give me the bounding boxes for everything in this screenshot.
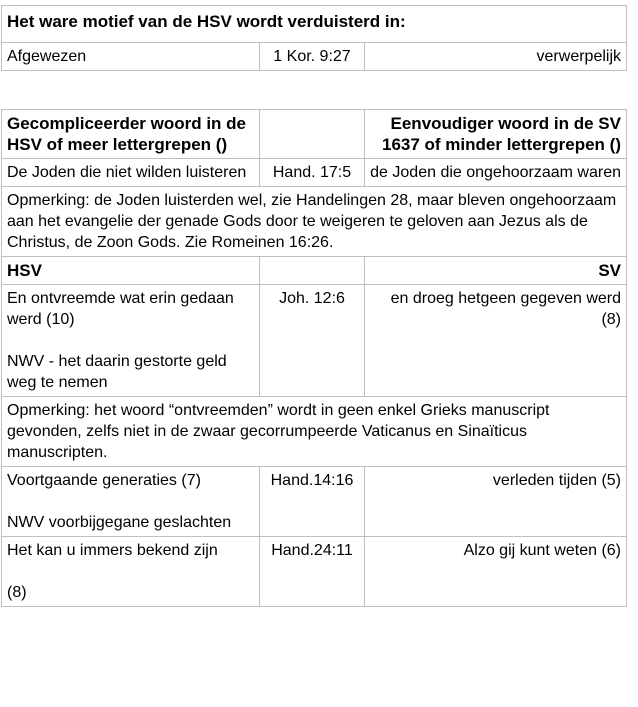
sv-cell: Alzo gij kunt weten (6) (365, 537, 627, 607)
hsv-cell (2, 467, 260, 537)
reference-cell: Hand. 17:5 (260, 159, 365, 187)
table-row (2, 467, 627, 537)
note-row (2, 187, 627, 257)
subheader-hsv-cell: HSV (2, 257, 260, 285)
intro-hsv-cell: Afgewezen (2, 43, 260, 71)
header-hsv-cell: Gecompliceerder woord in de HSV of meer lettergrepen () (2, 110, 260, 159)
reference-cell: Joh. 12:6 (260, 285, 365, 397)
header-reference-cell (260, 110, 365, 159)
subheader-row (2, 257, 627, 285)
subheader-sv-cell: SV (365, 257, 627, 285)
subheader-reference-cell (260, 257, 365, 285)
table-row (2, 159, 627, 187)
reference-cell: Hand.14:16 (260, 467, 365, 537)
note-cell: Opmerking: de Joden luisterden wel, zie Handelingen 28, maar bleven ongehoorzaam aan het evangelie der genade Gods door te weigeren te geloven aan Jezus als de Christus, de Zoon Gods. Zie Romeinen 16:26. (2, 187, 627, 257)
sv-cell: de Joden die ongehoorzaam waren (365, 159, 627, 187)
table-header-row (2, 110, 627, 159)
table-row (2, 285, 627, 397)
hsv-text: Het kan u immers bekend zijn (7, 542, 218, 559)
intro-heading: Het ware motief van de HSV wordt verduisterd in: (2, 6, 627, 43)
header-sv-cell: Eenvoudiger woord in de SV 1637 of minder lettergrepen () (365, 110, 627, 159)
hsv-cell: De Joden die niet wilden luisteren (2, 159, 260, 187)
hsv-text: En ontvreemde wat erin gedaan werd (10) (7, 290, 234, 328)
nwv-text: NWV voorbijgegane geslachten (7, 514, 232, 531)
nwv-text: NWV - het daarin gestorte geld weg te nemen (7, 353, 227, 391)
sv-cell: verleden tijden (5) (365, 467, 627, 537)
hsv-count-text: (8) (7, 584, 27, 601)
hsv-cell (2, 285, 260, 397)
table-row (2, 537, 627, 607)
intro-sv-cell: verwerpelijk (365, 43, 627, 71)
hsv-text: Voortgaande generaties (7) (7, 472, 201, 489)
reference-cell: Hand.24:11 (260, 537, 365, 607)
intro-reference-cell: 1 Kor. 9:27 (260, 43, 365, 71)
intro-table (1, 5, 627, 71)
note-row (2, 397, 627, 467)
note-cell: Opmerking: het woord “ontvreemden” wordt in geen enkel Grieks manuscript gevonden, zelfs niet in de zwaar gecorrumpeerde Vaticanus en Sinaïticus manuscripten. (2, 397, 627, 467)
sv-cell: en droeg hetgeen gegeven werd (8) (365, 285, 627, 397)
comparison-table (1, 109, 627, 607)
hsv-cell (2, 537, 260, 607)
